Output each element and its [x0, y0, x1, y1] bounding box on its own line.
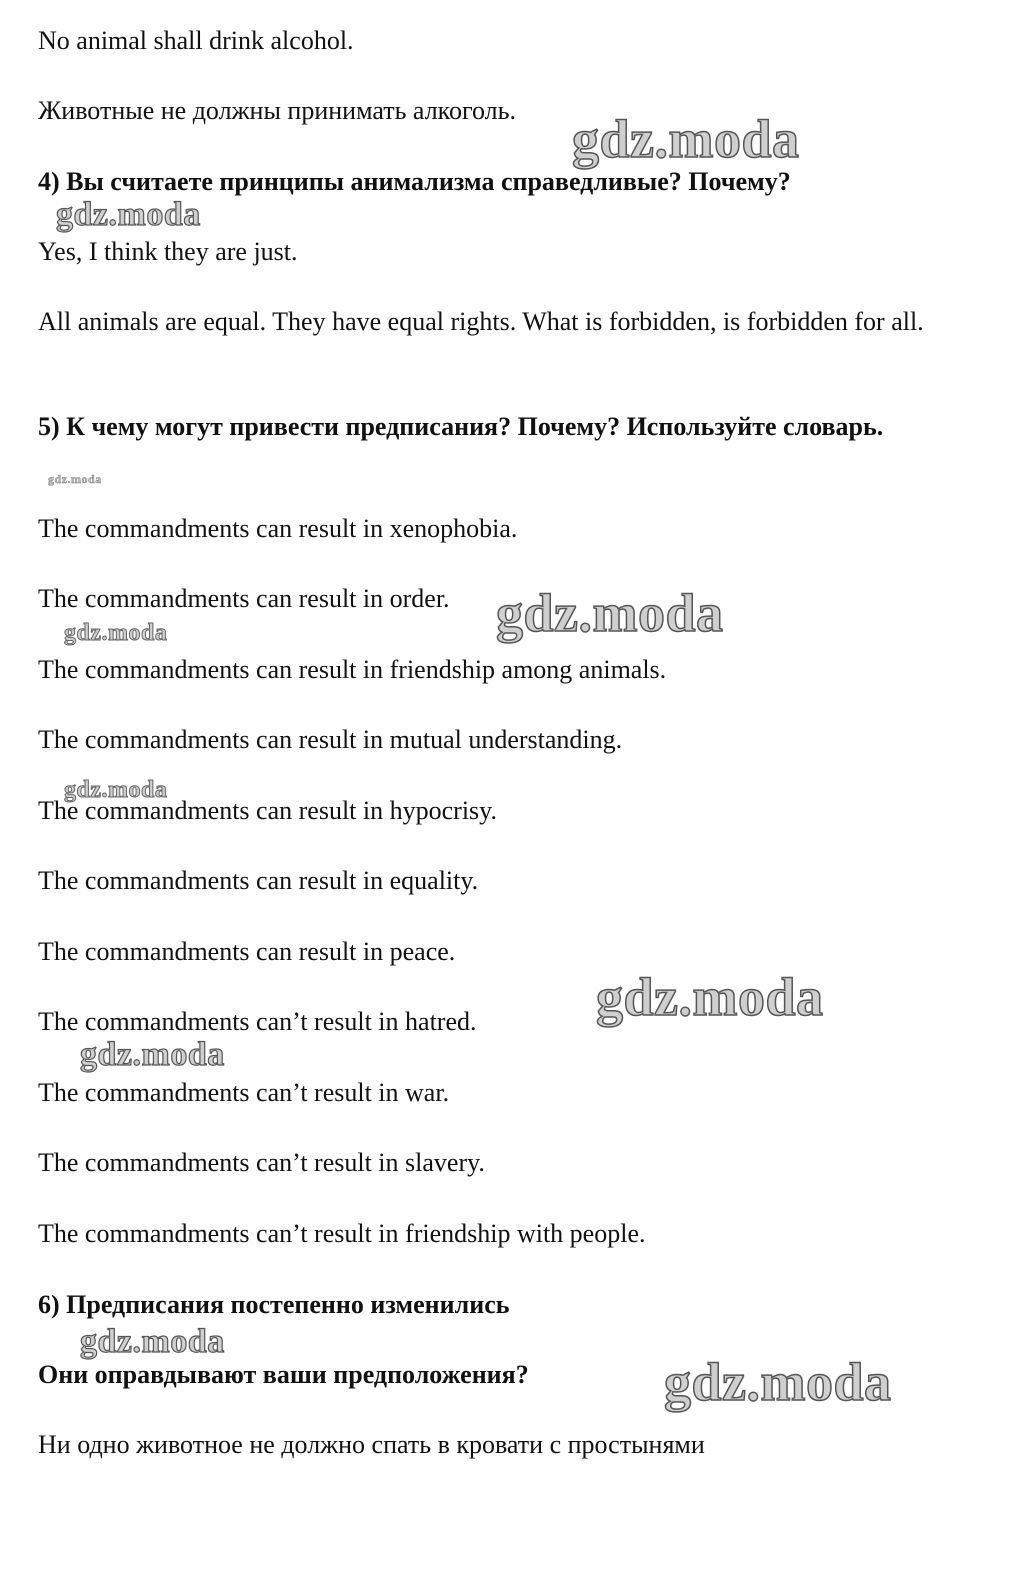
- watermark: gdz.moda: [596, 967, 824, 1027]
- question-heading: Они оправдывают ваши предположения?: [38, 1360, 529, 1389]
- question-heading: 6) Предписания постепенно изменились: [38, 1290, 510, 1319]
- watermark: gdz.moda: [664, 1352, 892, 1412]
- question-heading: 4) Вы считаете принципы анимализма справедливые? Почему?: [38, 167, 791, 196]
- text-line: The commandments can’t result in hatred.: [38, 1007, 477, 1036]
- text-paragraph: All animals are equal. They have equal rights. What is forbidden, is forbidden for all.: [38, 307, 924, 336]
- text-line: No animal shall drink alcohol.: [38, 26, 354, 55]
- text-line: Yes, I think they are just.: [38, 237, 298, 266]
- watermark: gdz.moda: [80, 1323, 225, 1360]
- text-line: The commandments can result in order.: [38, 584, 450, 613]
- text-line: Животные не должны принимать алкоголь.: [38, 96, 516, 125]
- text-line: The commandments can’t result in friendship with people.: [38, 1219, 646, 1248]
- text-line: The commandments can result in hypocrisy.: [38, 796, 497, 825]
- question-heading: 5) К чему могут привести предписания? Почему? Используйте словарь.: [38, 412, 884, 441]
- text-line: The commandments can’t result in war.: [38, 1078, 450, 1107]
- watermark: gdz.moda: [496, 583, 724, 643]
- text-line: The commandments can result in mutual understanding.: [38, 725, 623, 754]
- text-line: The commandments can result in friendship among animals.: [38, 655, 667, 684]
- text-line: The commandments can’t result in slavery.: [38, 1148, 485, 1177]
- watermark: gdz.moda: [64, 620, 168, 646]
- watermark: gdz.moda: [80, 1036, 225, 1073]
- watermark: gdz.moda: [56, 196, 201, 233]
- watermark: gdz.moda: [64, 777, 168, 803]
- text-line: The commandments can result in peace.: [38, 937, 456, 966]
- watermark: gdz.moda: [48, 472, 102, 486]
- text-line: The commandments can result in equality.: [38, 866, 479, 895]
- text-line: Ни одно животное не должно спать в кровати с простынями: [38, 1430, 705, 1459]
- watermark: gdz.moda: [572, 109, 800, 169]
- text-line: The commandments can result in xenophobia.: [38, 514, 518, 543]
